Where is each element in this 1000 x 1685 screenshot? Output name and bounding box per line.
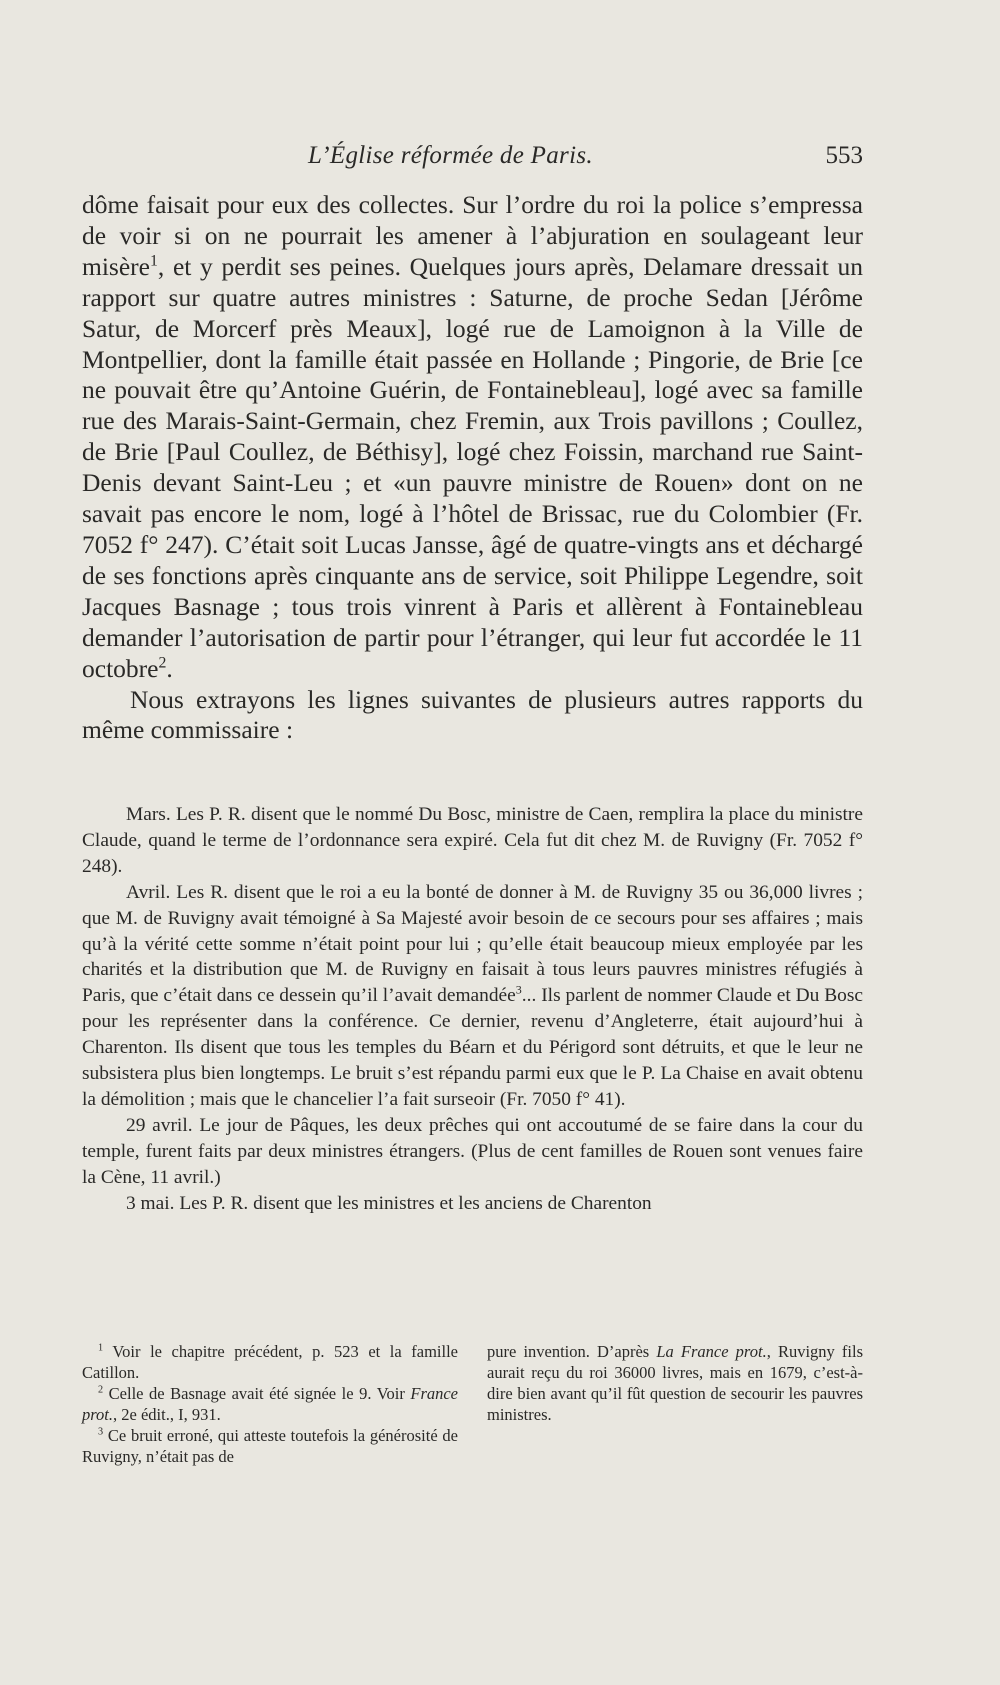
report-3-mai: 3 mai. Les P. R. disent que les ministres et les anciens de Charenton [126,1192,652,1214]
report-mars: Mars. Les P. R. disent que le nommé Du Bosc, ministre de Caen, remplira la place du ministre Claude, quand le terme de l’ordonnance sera expiré. Cela fut dit chez M. de Ruvigny (Fr. 7052 f° 248). [82,804,863,877]
footnote-ref: 2 [158,654,167,672]
footnote-mark: 2 [98,1384,104,1396]
paragraph [82,190,863,685]
text-segment: Avril. Les R. disent que le roi a eu la bonté de donner à M. de Ruvigny 35 ou 36,000 livres ; que M. de Ruvigny avait témoigné à Sa Majesté avoir besoin de ce secours pour ses affaires ; mais qu’à la vérité cette somme n’était point pour lui ; qu’elle était beaucoup mieux employée par les charités et la distribution que M. de Ruvigny en faisait à tous leurs pauvres ministres réfugiés à Paris, que c’était dans ce dessein qu’il l’avait demandée [82,881,863,1007]
report-29-avril: 29 avril. Le jour de Pâques, les deux prêches qui ont accoutumé de se faire dans la cour du temple, furent faits par deux ministres étrangers. (Plus de cent familles de Rouen sont venues faire la Cène, 11 avril.) [82,1114,863,1188]
footnote-italic: France prot. [82,1384,459,1424]
footnote-italic: La France prot. [656,1342,767,1361]
footnote-mark: 1 [98,1342,104,1354]
footnote-text: Voir le chapitre précédent, p. 523 et la famille Catillon. [82,1342,459,1382]
footnote-text: , Ruvigny fils aurait reçu du roi 36000 livres, mais en 1679, c’est-à-dire bien avant qu’il fût question de secourir les pauvres ministres. [487,1342,863,1424]
main-text [82,190,863,746]
page-number: 553 [825,142,863,169]
report-avril [82,880,863,1113]
footnote-text: , 2e édit., I, 931. [113,1405,221,1424]
footnote-3 [82,1425,458,1467]
footnote-3-continued [487,1341,863,1425]
page-header [82,142,863,182]
running-title: L’Église réformée de Paris. [308,142,593,169]
text-segment: . [166,653,173,683]
text-segment: dôme faisait pour eux des collectes. Sur l’ordre du roi la police s’empressa de voir si on ne pourrait les amener à l’abjuration en soulageant leur misère [82,190,863,281]
footnote-1 [82,1341,458,1383]
footnote-text: Ce bruit erroné, qui atteste toutefois la générosité de Ruvigny, n’était pas de [82,1426,458,1466]
text-segment: , et y perdit ses peines. Quelques jours après, Delamare dressait un rapport sur quatre autres ministres : Saturne, de proche Sedan [Jérôme Satur, de Morcerf près Meaux], logé rue de Lamoignon à la Ville de Montpellier, dont la famille était passée en Hollande ; Pingorie, de Brie [ce ne pouvait être qu’Antoine Guérin, de Fontainebleau], logé avec sa famille rue des Marais-Saint-Germain, chez Fremin, aux Trois pavillons ; Coullez, de Brie [Paul Coullez, de Béthisy], logé chez Foissin, marchand rue Saint-Denis devant Saint-Leu ; et «un pauvre ministre de Rouen» dont on ne savait pas encore le nom, logé à l’hôtel de Brissac, rue du Colombier (Fr. 7052 f° 247). C’était soit Lucas Jansse, âgé de quatre-vingts ans et déchargé de ses fonctions après cinquante ans de service, soit Philippe Legendre, soit Jacques Basnage ; tous trois vinrent à Paris et allèrent à Fontainebleau demander l’autorisation de partir pour l’étranger, qui leur fut accordée le 11 octobre [82,251,863,683]
footnote-ref: 1 [149,252,158,270]
footnote-mark: 3 [98,1426,104,1438]
quoted-reports [82,802,863,1217]
footnote-text: Celle de Basnage avait été signée le 9. Voir [108,1384,411,1403]
paragraph: Nous extrayons les lignes suivantes de plusieurs autres rapports du même commissaire : [82,684,863,745]
text-segment: ... Ils parlent de nommer Claude et Du Bosc pour les représenter dans la conférence. Ce dernier, revenu d’Angleterre, était aujourd’hui à Charenton. Ils disent que tous les temples du Béarn et du Périgord sont détruits, et que le leur ne subsistera plus bien longtemps. Le bruit s’est répandu parmi eux que le P. La Chaise en avait obtenu la démolition ; mais que le chancelier l’a fait surseoir (Fr. 7050 f° 41). [82,985,864,1110]
footnotes-left-column [82,1341,458,1467]
footnote-2 [82,1383,458,1425]
footnotes-right-column [487,1341,863,1425]
footnote-text: pure invention. D’après [487,1342,657,1361]
footnote-ref: 3 [515,982,522,997]
